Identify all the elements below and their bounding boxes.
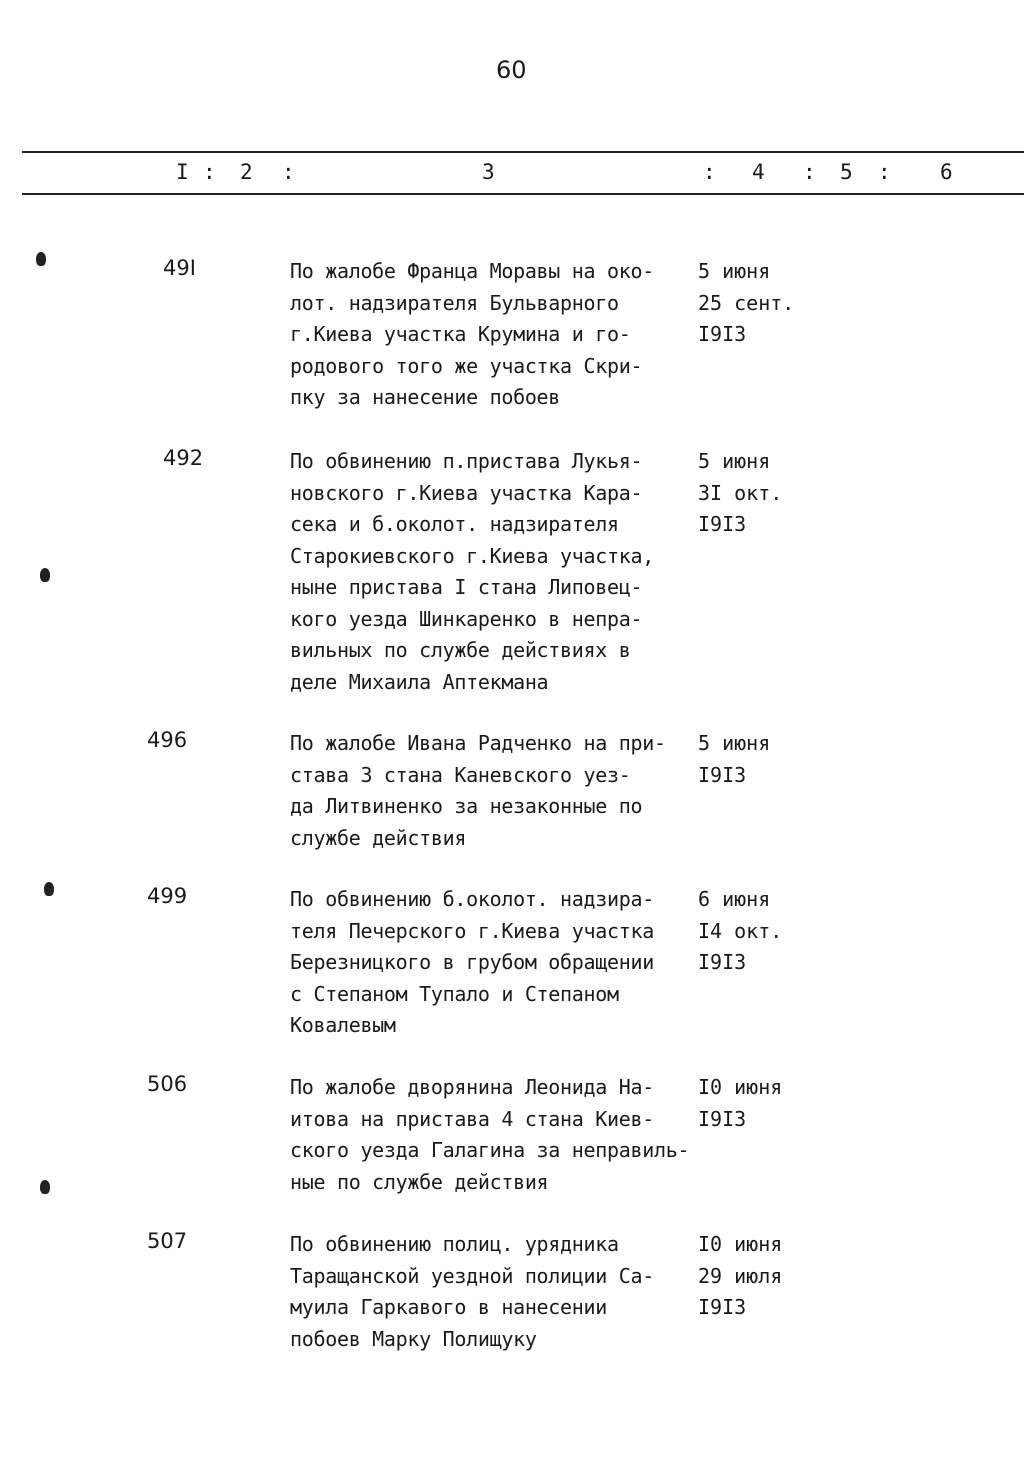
entry-dates: I0 июня I9I3 [698,1075,783,1131]
entry-text: По обвинению полиц. урядника Таращанской уездной полиции Са- муила Гаркавого в нанесении побоев Марку Полищуку [290,1232,654,1351]
header-bottom-rule [22,193,1024,195]
entry-number: 507 [147,1229,188,1253]
col-4: 4 [752,160,765,184]
entry-text: По жалобе дворянина Леонида На- итова на пристава 4 стана Киев- ского уезда Галагина за неправиль- ные по службе действия [290,1075,690,1194]
col-sep: : [703,160,716,184]
col-5: 5 [840,160,853,184]
entry-number: 49I [163,256,196,280]
entry-number: 496 [147,728,188,752]
binding-hole-mark [36,252,46,266]
entry-dates: I0 июня 29 июля I9I3 [698,1232,783,1319]
col-3: 3 [482,160,495,184]
entry-number: 506 [147,1072,188,1096]
entry-number: 499 [147,884,188,908]
col-6: 6 [940,160,953,184]
binding-hole-mark [40,1180,50,1194]
col-1: I [176,160,189,184]
entry-dates: 5 июня I9I3 [698,731,771,787]
entry-dates: 6 июня I4 окт. I9I3 [698,887,783,974]
col-sep: : [282,160,295,184]
entry-dates: 5 июня 3I окт. I9I3 [698,449,783,536]
header-top-rule [22,151,1024,153]
col-2: 2 [240,160,253,184]
binding-hole-mark [40,568,50,582]
entry-text: По обвинению б.околот. надзира- теля Печерского г.Киева участка Березницкого в грубом обращении с Степаном Тупало и Степаном Ковалевым [290,887,654,1037]
entry-number: 492 [163,446,204,470]
page-number: 60 [496,56,527,84]
entry-text: По жалобе Франца Моравы на око- лот. надзирателя Бульварного г.Киева участка Крумина и го- родового того же участка Скри- пку за нанесение побоев [290,259,654,409]
col-sep: : [803,160,816,184]
col-sep: : [203,160,216,184]
entry-text: По жалобе Ивана Радченко на при- става 3 стана Каневского уез- да Литвиненко за незаконные по службе действия [290,731,666,850]
entry-text: По обвинению п.пристава Лукья- новского г.Киева участка Кара- сека и б.околот. надзирателя Старокиевского г.Киева участка, ныне пристава I стана Липовец- кого уезда Шинкаренко в непра- вильных по службе действиях в деле Михаила Аптекмана [290,449,654,694]
col-sep: : [878,160,891,184]
entry-dates: 5 июня 25 сент. I9I3 [698,259,795,346]
binding-hole-mark [44,882,54,896]
